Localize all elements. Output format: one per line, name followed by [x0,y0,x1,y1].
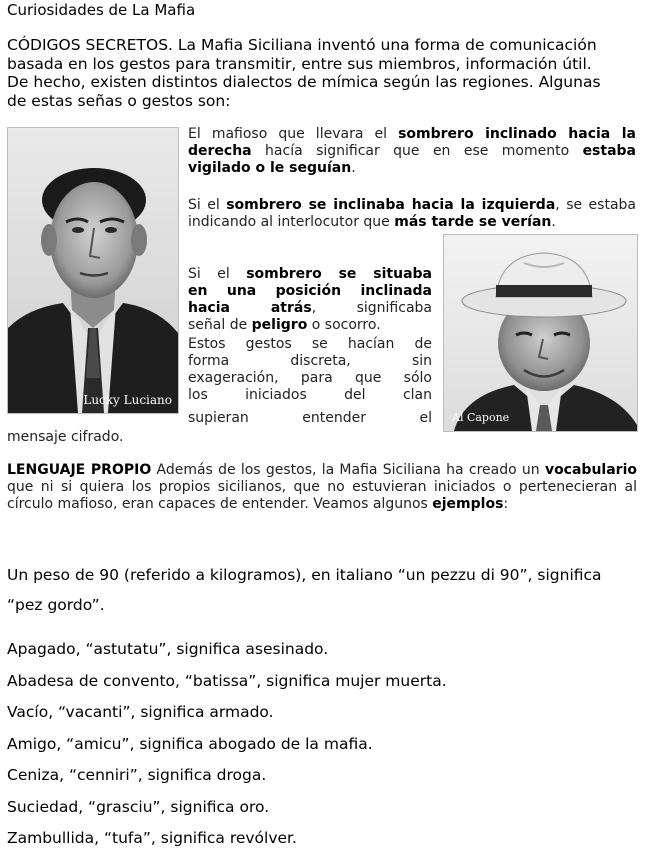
text-span: o socorro. [307,317,381,333]
list-item: Amigo, “amicu”, significa abogado de la mafia. [7,734,373,753]
text-line [188,300,432,317]
text-span: Además de los gestos, la Mafia Siciliana ha creado un [151,462,545,478]
list-item: Vacío, “vacanti”, significa armado. [7,703,274,721]
caption-capone: Al Capone [452,411,510,424]
photo-al-capone [443,234,638,432]
gesture-paragraph-right-tilt [188,126,636,177]
page-title: Curiosidades de La Mafia [7,1,196,19]
text-span: Si el [188,197,227,213]
text-line [188,317,432,334]
text-span: . [551,214,556,230]
text-span: , significaba [311,300,432,316]
text-span: . [351,160,356,176]
text-span: Si el [188,266,247,282]
bold-span: hacia atrás [188,300,312,316]
gesture-paragraph-left-tilt [188,197,636,231]
text-line [188,283,432,300]
bold-span: peligro [251,317,308,333]
bold-span: más tarde se verían [394,214,552,230]
example-items [7,634,639,855]
gesture-discretion-tail: mensaje cifrado. [7,429,124,445]
lenguaje-propio-paragraph [7,462,637,513]
photo-lucky-luciano [7,127,179,414]
gesture-paragraph-back-tilt [188,266,432,334]
lenguaje-lead: LENGUAJE PROPIO [7,462,152,478]
list-item: Abadesa de convento, “batissa”, significa mujer muerta. [7,671,447,690]
text-span: que ni si quiera los propios sicilianos, que no estuvieran iniciados o pertenecieran al círculo mafioso, eran capaces de entender. Veamos algunos [7,479,637,512]
intro-paragraph [7,36,607,110]
text-span: señal de [188,317,252,333]
text-line: exageración, para que sólo [188,370,432,386]
bold-span: estaba vigilado o le seguían [188,143,636,176]
bold-span: en una posición inclinada [188,283,432,299]
example-first: Un peso de 90 (referido a kilogramos), en italiano “un pezzu di 90”, significa “pez gordo”. [7,566,602,614]
bold-span: sombrero se inclinaba hacia la izquierda [226,197,556,213]
text-span: El mafioso que llevara el [188,126,399,142]
list-item: Zambullida, “tufa”, significa revólver. [7,829,297,847]
portrait-luciano-drawing [8,128,178,413]
gesture-discretion-line-last [188,410,432,427]
intro-text: La Mafia Siciliana inventó una forma de comunicación basada en los gestos para transmitir, entre sus miembros, información útil. De hecho, existen distintos dialectos de mímica según las regiones. Algunas de estas señas o gestos son: [7,36,601,110]
text-line: forma discreta, sin [188,353,432,369]
text-span: hacía significar que en ese momento [251,143,583,159]
caption-luciano: Lucky Luciano [83,393,172,407]
list-item: Ceniza, “cenniri”, significa droga. [7,766,267,784]
text-line: los iniciados del clan [188,387,432,403]
examples-list [7,560,639,855]
text-line [188,266,432,283]
portrait-capone-drawing [444,235,637,431]
gesture-discretion-paragraph [188,336,432,404]
text-line: supieran entender el [188,410,432,426]
intro-lead: CÓDIGOS SECRETOS. [7,36,173,54]
list-item: Suciedad, “grasciu”, significa oro. [7,797,270,816]
list-item: Apagado, “astutatu”, significa asesinado. [7,640,329,658]
bold-span: vocabulario [544,462,637,478]
text-span: , se estaba indicando al interlocutor que [188,197,636,230]
bold-span: sombrero se situaba [246,266,432,282]
text-span: : [503,496,509,512]
bold-span: sombrero inclinado hacia la derecha [188,126,636,159]
text-line: Estos gestos se hacían de [188,336,432,352]
bold-span: ejemplos [432,496,504,512]
